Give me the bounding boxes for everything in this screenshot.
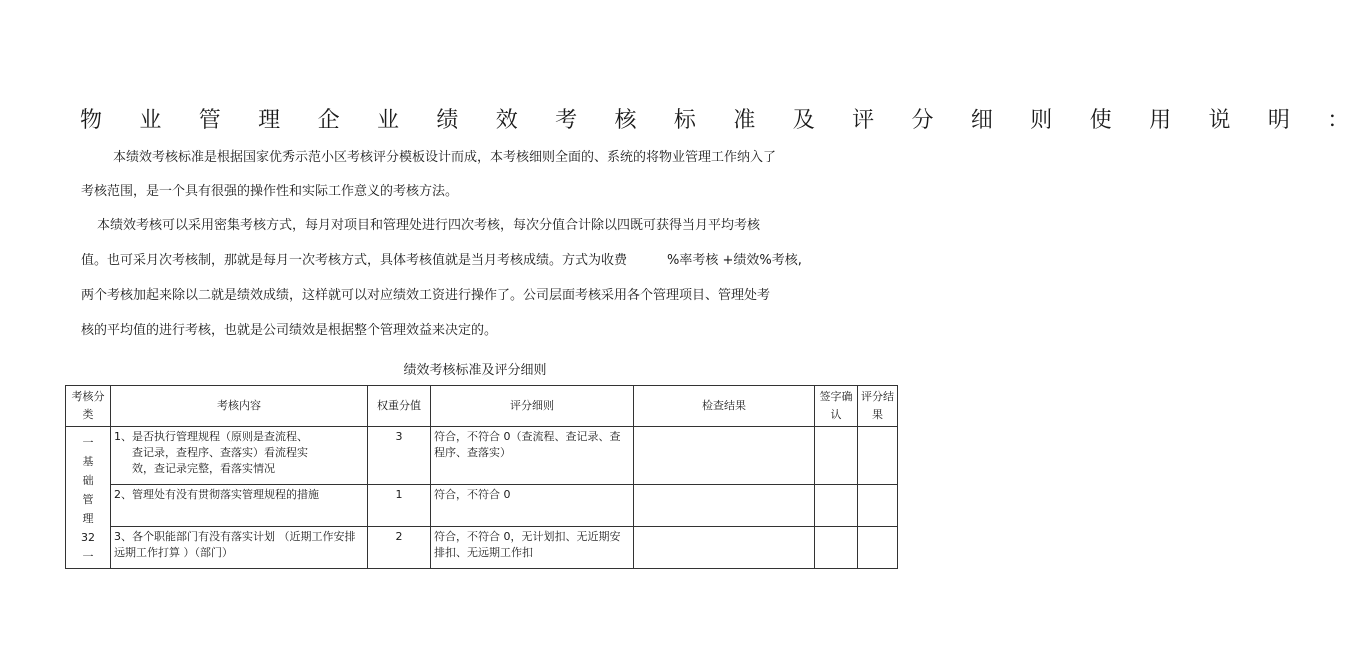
paragraph-2-line-4: 核的平均值的进行考核，也就是公司绩效是根据整个管理效益来决定的。: [81, 323, 498, 338]
header-criteria: 评分细则: [431, 386, 634, 427]
table-row: [66, 527, 898, 569]
sign-cell: [815, 427, 858, 485]
score-cell: [858, 527, 898, 569]
content-line: 1、是否执行管理规程（原则是查流程、: [114, 430, 308, 443]
category-cell: [66, 427, 111, 569]
category-label: 一 基 础 管 理 32 一: [81, 436, 95, 563]
paragraph-2-line-2-part-a: 值。也可采月次考核制，那就是每月一次考核方式，具体考核值就是当月考核成绩。方式为收费: [81, 253, 628, 268]
result-cell: [634, 427, 815, 485]
document-title: 物 业 管 理 企 业 绩 效 考 核 标 准 及 评 分 细 则 使 用 说 明 ：: [80, 108, 1364, 133]
paragraph-2-line-2: [81, 252, 802, 270]
sign-cell: [815, 527, 858, 569]
paragraph-1-line-1: 本绩效考核标准是根据国家优秀示范小区考核评分模板设计而成，本考核细则全面的、系统的将物业管理工作纳入了: [113, 150, 777, 165]
table-caption: 绩效考核标准及评分细则: [403, 363, 547, 378]
paragraph-2-line-1: 本绩效考核可以采用密集考核方式，每月对项目和管理处进行四次考核，每次分值合计除以四既可获得当月平均考核: [97, 218, 761, 233]
sign-cell: [815, 485, 858, 527]
table-row: [66, 427, 898, 485]
score-cell: [858, 485, 898, 527]
header-sign: 签字确认: [815, 386, 858, 427]
content-cell: [111, 427, 368, 485]
content-cell: 3、各个职能部门有没有落实计划 （近期工作安排远期工作打算 ）（部门）: [111, 527, 368, 569]
score-cell: [858, 427, 898, 485]
result-cell: [634, 485, 815, 527]
header-result: 检查结果: [634, 386, 815, 427]
table-row: [66, 485, 898, 527]
criteria-cell: 符合，不符合 0（查流程、查记录、查程序、查落实）: [431, 427, 634, 485]
header-category: 考核分类: [66, 386, 111, 427]
content-line: 效，查记录完整，看落实情况: [132, 462, 275, 475]
weight-cell: 2: [368, 527, 431, 569]
paragraph-1-line-2: 考核范围，是一个具有很强的操作性和实际工作意义的考核方法。: [81, 184, 459, 199]
header-weight: 权重分值: [368, 386, 431, 427]
weight-cell: 3: [368, 427, 431, 485]
content-cell: 2、管理处有没有贯彻落实管理规程的措施: [111, 485, 368, 527]
criteria-cell: 符合，不符合 0，无计划扣、无近期安排扣、无远期工作扣: [431, 527, 634, 569]
paragraph-2-line-2-part-b: %率考核 +绩效%考核,: [667, 253, 802, 268]
criteria-cell: 符合，不符合 0: [431, 485, 634, 527]
assessment-table: [65, 385, 898, 569]
header-score: 评分结果: [858, 386, 898, 427]
header-content: 考核内容: [111, 386, 368, 427]
result-cell: [634, 527, 815, 569]
content-line: 查记录，查程序、查落实）看流程实: [132, 446, 308, 459]
table-header-row: [66, 386, 898, 427]
weight-cell: 1: [368, 485, 431, 527]
paragraph-2-line-3: 两个考核加起来除以二就是绩效成绩，这样就可以对应绩效工资进行操作了。公司层面考核采用各个管理项目、管理处考: [81, 288, 771, 303]
